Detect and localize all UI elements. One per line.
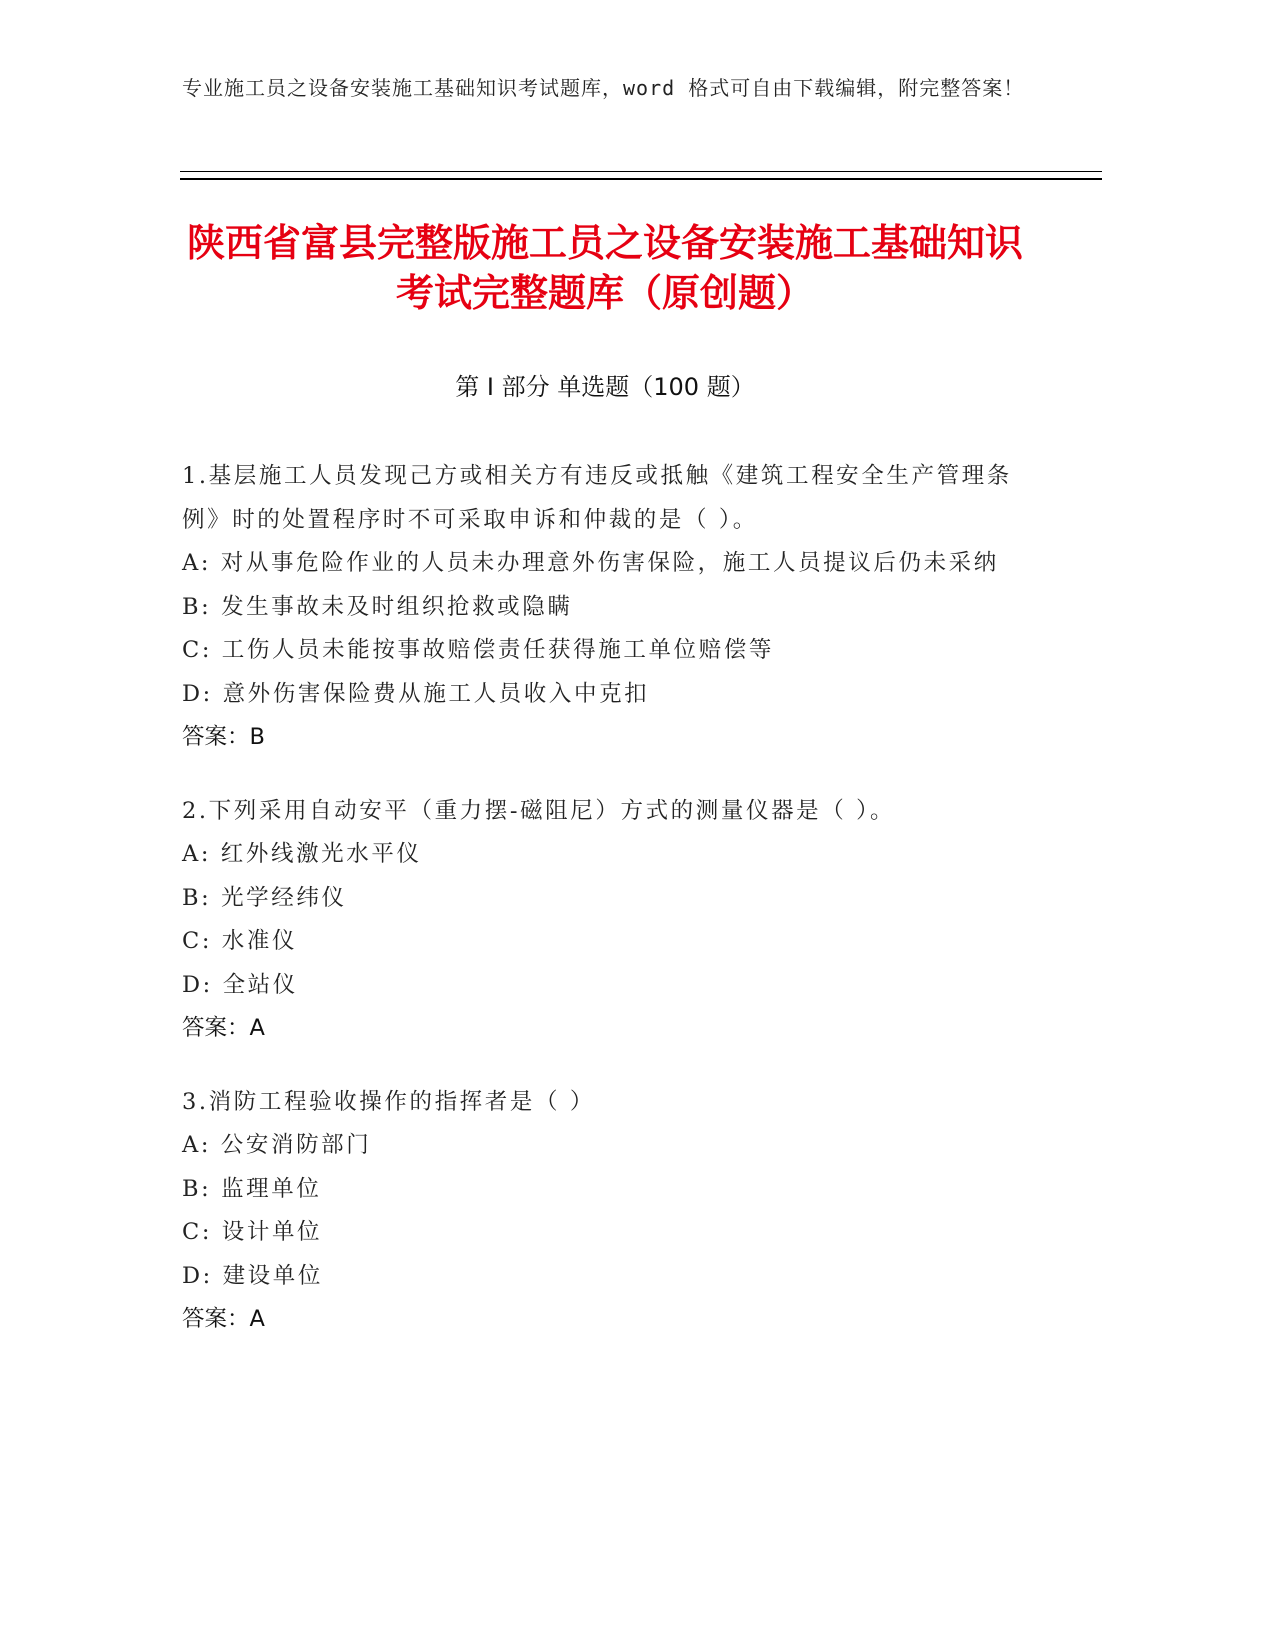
option-c: C: 工伤人员未能按事故赔偿责任获得施工单位赔偿等 bbox=[182, 637, 774, 663]
option-a: A: 红外线激光水平仪 bbox=[182, 841, 422, 867]
answer: 答案：A bbox=[182, 1306, 265, 1332]
option-b: B: 光学经纬仪 bbox=[182, 884, 347, 911]
option-b: B: 发生事故未及时组织抢救或隐瞒 bbox=[182, 593, 573, 620]
option-a: A: 公安消防部门 bbox=[182, 1132, 372, 1158]
document-title: 陕西省富县完整版施工员之设备安装施工基础知识考试完整题库（原创题） bbox=[186, 221, 1023, 315]
option-d: D: 建设单位 bbox=[182, 1262, 323, 1289]
question-stem: 2.下列采用自动安平（重力摆-磁阻尼）方式的测量仪器是（ ）。 bbox=[182, 797, 896, 824]
question-2 bbox=[182, 790, 1042, 1051]
option-b: B: 监理单位 bbox=[182, 1175, 322, 1202]
answer: 答案：A bbox=[182, 1015, 265, 1041]
option-a: A: 对从事危险作业的人员未办理意外伤害保险，施工人员提议后仍未采纳 bbox=[182, 550, 999, 576]
option-c: C: 水准仪 bbox=[182, 928, 298, 954]
header-note: 专业施工员之设备安装施工基础知识考试题库，word 格式可自由下载编辑，附完整答案！ bbox=[182, 76, 1025, 100]
option-d: D: 意外伤害保险费从施工人员收入中克扣 bbox=[182, 680, 650, 707]
question-stem: 3.消防工程验收操作的指挥者是（ ） bbox=[182, 1088, 595, 1115]
question-list bbox=[182, 455, 1042, 1372]
section-title: 第 I 部分 单选题（100 题） bbox=[455, 373, 755, 401]
answer: 答案：B bbox=[182, 724, 265, 750]
question-stem: 1.基层施工人员发现己方或相关方有违反或抵触《建筑工程安全生产管理条例》时的处置程序时不可采取申诉和仲裁的是（ ）。 bbox=[182, 463, 1012, 533]
question-3 bbox=[182, 1081, 1042, 1342]
question-1 bbox=[182, 455, 1042, 760]
option-d: D: 全站仪 bbox=[182, 971, 298, 998]
header-divider-top bbox=[180, 171, 1102, 172]
option-c: C: 设计单位 bbox=[182, 1219, 323, 1245]
header-divider-bottom bbox=[180, 178, 1102, 180]
